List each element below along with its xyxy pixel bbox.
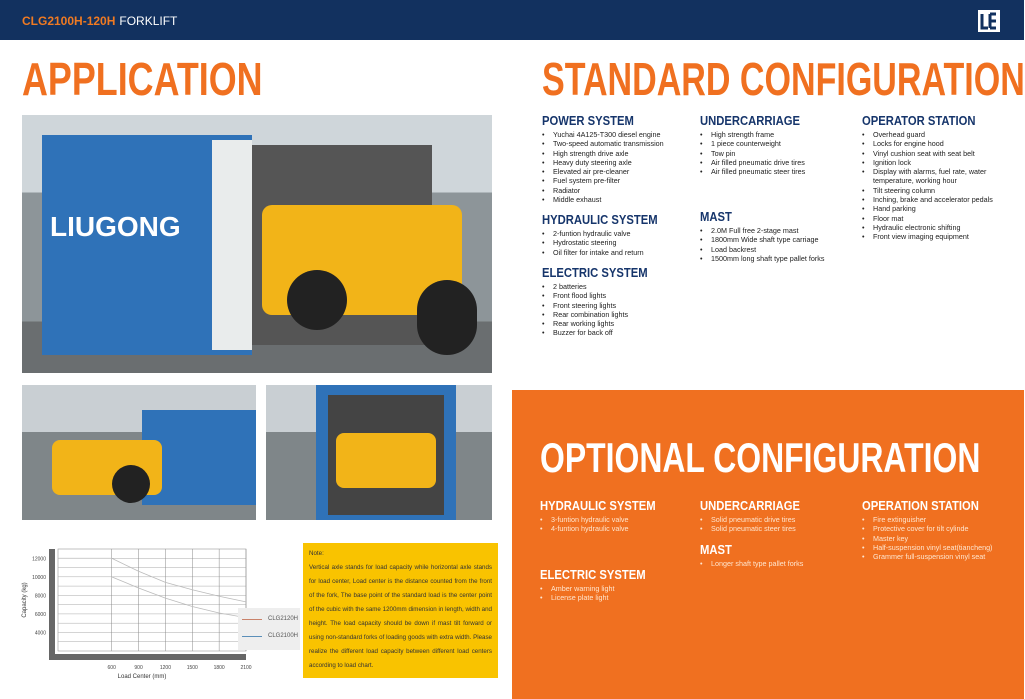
section-title: HYDRAULIC SYSTEM — [540, 499, 656, 513]
legend-label: CLG2120H — [268, 616, 299, 622]
y-axis-label: Capacity (kg) — [22, 582, 28, 618]
list-item: • Protective cover for tilt cylinde — [862, 524, 1022, 533]
legend-label: CLG2100H — [268, 633, 299, 639]
section-title: OPERATION STATION — [862, 499, 979, 513]
item-list — [540, 515, 668, 534]
chart-legend — [238, 608, 300, 650]
list-item: • License plate light — [540, 593, 657, 602]
list-item: • Oil filter for intake and return — [542, 248, 670, 257]
list-item: • Elevated air pre-cleaner — [542, 167, 664, 176]
note-text: Vertical axle stands for load capacity while horizontal axle stands for load center, Load center is the distance counted from the front of the fork, The base point of the standard load is the center point of the cubic with the same 1200mm dimension in length, width and height. The load capacity should be down if mast tilt forward or using non-standard forks of loading goods with extra width. Please realize the different load capacity between different load centers according to load chart. — [309, 564, 492, 669]
optional-config-title: OPTIONAL CONFIGURATION — [540, 434, 981, 481]
application-title: APPLICATION — [22, 53, 263, 105]
container-door — [212, 140, 252, 350]
legend-swatch-clg2100h — [242, 636, 262, 637]
x-tick-label: 2100 — [240, 665, 252, 671]
note-title: Note: — [309, 550, 324, 557]
liugong-logo-icon — [978, 10, 1000, 32]
list-item: • Yuchai 4A125-T300 diesel engine — [542, 130, 664, 139]
list-item: • Inching, brake and accelerator pedals — [862, 195, 1012, 204]
x-tick-label: 900 — [134, 665, 143, 671]
list-item: • 1800mm Wide shaft type carriage — [700, 235, 824, 244]
plot-area — [58, 549, 246, 651]
list-item: • Master key — [862, 534, 1022, 543]
y-tick-label: 10000 — [32, 574, 46, 581]
list-item: • Overhead guard — [862, 130, 1012, 139]
side-forklift-photo — [22, 385, 256, 520]
y-tick-label: 12000 — [32, 556, 46, 563]
load-chart — [18, 543, 252, 680]
list-item: • High strength frame — [700, 130, 811, 139]
list-item: • Tilt steering column — [862, 186, 1012, 195]
front-forklift-photo — [266, 385, 492, 520]
list-item: • Hydraulic electronic shifting — [862, 223, 1012, 232]
list-item: • Air filled pneumatic drive tires — [700, 158, 811, 167]
opt-operation-station — [862, 499, 1022, 561]
product-name: FORKLIFT — [119, 14, 178, 28]
x-axis-label: Load Center (mm) — [117, 674, 167, 680]
y-tick-label: 8000 — [34, 593, 46, 600]
list-item: • Hydrostatic steering — [542, 238, 670, 247]
item-list — [542, 130, 664, 204]
item-list — [542, 282, 659, 338]
list-item: • Front flood lights — [542, 291, 659, 300]
standard-config-title: STANDARD CONFIGURATION — [542, 53, 1025, 105]
item-list — [700, 226, 824, 263]
list-item: • Rear working lights — [542, 319, 659, 328]
section-title: MAST — [700, 543, 732, 557]
list-item: • 1 piece counterweight — [700, 139, 811, 148]
std-power-system — [542, 114, 664, 204]
list-item: • Floor mat — [862, 214, 1012, 223]
item-list — [540, 584, 657, 603]
std-operator-station — [862, 114, 1012, 242]
list-item: • Solid pneumatic drive tires — [700, 515, 811, 524]
note-box — [303, 543, 498, 678]
std-hydraulic-system — [542, 213, 670, 257]
section-title: ELECTRIC SYSTEM — [540, 568, 646, 582]
list-item: • Two-speed automatic transmission — [542, 139, 664, 148]
forklift-wheel — [417, 280, 477, 355]
list-item: • 2 batteries — [542, 282, 659, 291]
y-tick-label: 6000 — [34, 611, 46, 618]
list-item: • Load backrest — [700, 245, 824, 254]
item-list — [700, 515, 811, 534]
list-item: • Vinyl cushion seat with seat belt — [862, 149, 1012, 158]
list-item: • Ignition lock — [862, 158, 1012, 167]
header-bar — [0, 0, 1024, 40]
std-electric-system — [542, 266, 659, 338]
list-item: • 4-funtion hydraulic valve — [540, 524, 668, 533]
opt-hydraulic-system — [540, 499, 668, 534]
list-item: • Fire extinguisher — [862, 515, 1022, 524]
std-undercarriage — [700, 114, 811, 176]
list-item: • Longer shaft type pallet forks — [700, 559, 803, 568]
item-list — [700, 559, 803, 568]
section-title: HYDRAULIC SYSTEM — [542, 213, 658, 227]
list-item: • Radiator — [542, 186, 664, 195]
list-item: • Half-suspension vinyl seat(tiancheng) — [862, 543, 1022, 552]
section-title: OPERATOR STATION — [862, 114, 976, 128]
list-item: • Hand parking — [862, 204, 1012, 213]
list-item: • Amber warning light — [540, 584, 657, 593]
x-tick-label: 1800 — [213, 665, 225, 671]
list-item: • 2.0M Full free 2-stage mast — [700, 226, 824, 235]
legend-swatch-clg2120h — [242, 619, 262, 620]
list-item: • 3-funtion hydraulic valve — [540, 515, 668, 524]
x-tick-label: 600 — [107, 665, 116, 671]
list-item: • High strength drive axle — [542, 149, 664, 158]
x-tick-label: 1500 — [186, 665, 198, 671]
list-item: • Tow pin — [700, 149, 811, 158]
item-list — [862, 130, 1012, 242]
list-item: • Rear combination lights — [542, 310, 659, 319]
item-list — [862, 515, 1022, 561]
list-item: • Middle exhaust — [542, 195, 664, 204]
y-tick-label: 4000 — [34, 630, 46, 637]
section-title: POWER SYSTEM — [542, 114, 634, 128]
list-item: • 2-funtion hydraulic valve — [542, 229, 670, 238]
list-item: • Front steering lights — [542, 301, 659, 310]
list-item: • Air filled pneumatic steer tires — [700, 167, 811, 176]
header-title — [22, 14, 177, 28]
list-item: • Fuel system pre-filter — [542, 176, 664, 185]
list-item: • 1500mm long shaft type pallet forks — [700, 254, 824, 263]
container-logo-text: LIUGONG — [50, 211, 181, 242]
opt-mast — [700, 543, 803, 568]
section-title: MAST — [700, 210, 732, 224]
list-item: • Front view imaging equipment — [862, 232, 1012, 241]
std-mast — [700, 210, 824, 263]
list-item: • Heavy duty steering axle — [542, 158, 664, 167]
item-list — [542, 229, 670, 257]
list-item: • Locks for engine hood — [862, 139, 1012, 148]
section-title: ELECTRIC SYSTEM — [542, 266, 648, 280]
main-forklift-photo — [22, 115, 492, 373]
forklift-wheel — [287, 270, 347, 330]
opt-undercarriage — [700, 499, 811, 534]
x-tick-label: 1200 — [159, 665, 171, 671]
item-list — [700, 130, 811, 176]
list-item: • Grammer full-suspension vinyl seat — [862, 552, 1022, 561]
section-title: UNDERCARRIAGE — [700, 114, 801, 128]
model-name: CLG2100H-120H — [22, 14, 116, 28]
list-item: • Display with alarms, fuel rate, water temperature, working hour — [862, 167, 1012, 186]
opt-electric-system — [540, 568, 657, 603]
list-item: • Solid pneumatic steer tires — [700, 524, 811, 533]
list-item: • Buzzer for back off — [542, 328, 659, 337]
section-title: UNDERCARRIAGE — [700, 499, 801, 513]
